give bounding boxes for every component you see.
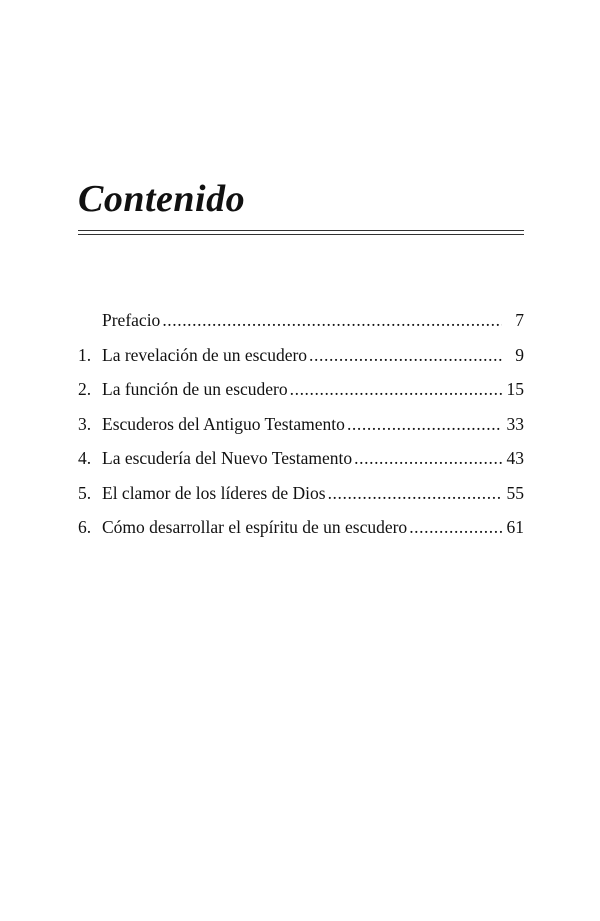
toc-entry-number: 6.: [78, 517, 92, 537]
toc-entry-title: La función de un escudero: [102, 379, 288, 399]
toc-entry-title: La revelación de un escudero: [102, 344, 308, 365]
toc-entry-title: Cómo desarrollar el espíritu de un escudero: [102, 517, 408, 537]
page-title: Contenido: [78, 178, 246, 220]
toc-entry-number: 4.: [78, 448, 92, 468]
toc-entry: [78, 483, 524, 518]
dot-leader: [328, 483, 502, 504]
title-rule-lower: [78, 234, 524, 235]
toc-entry-number: 1.: [78, 344, 92, 365]
dot-leader: [309, 345, 502, 366]
dot-leader: [347, 414, 502, 435]
title-rule-upper: [78, 230, 524, 231]
toc-entry-page: 7: [515, 310, 524, 330]
table-of-contents: [78, 310, 524, 552]
toc-entry: [78, 414, 524, 449]
toc-entry-page: 43: [506, 448, 524, 468]
dot-leader: [354, 448, 502, 469]
dot-leader: [409, 517, 502, 538]
toc-entry-number: 3.: [78, 413, 92, 434]
toc-entry-page: 61: [506, 517, 524, 537]
toc-entry: [78, 448, 524, 483]
toc-entry: [78, 310, 524, 345]
toc-entry-number: 5.: [78, 482, 92, 503]
dot-leader: [290, 379, 502, 400]
toc-entry-number: 2.: [78, 379, 92, 399]
toc-entry: [78, 345, 524, 380]
toc-entry: [78, 379, 524, 414]
toc-entry-page: 33: [506, 413, 524, 434]
toc-entry-title: Prefacio: [102, 310, 161, 330]
toc-entry: [78, 517, 524, 552]
toc-entry-page: 55: [506, 482, 524, 503]
toc-entry-title: El clamor de los líderes de Dios: [102, 482, 326, 503]
toc-entry-page: 15: [506, 379, 524, 399]
toc-entry-title: Escuderos del Antiguo Testamento: [102, 413, 345, 434]
toc-entry-title: La escudería del Nuevo Testamento: [102, 448, 353, 468]
dot-leader: [162, 310, 502, 331]
toc-entry-page: 9: [515, 344, 524, 365]
